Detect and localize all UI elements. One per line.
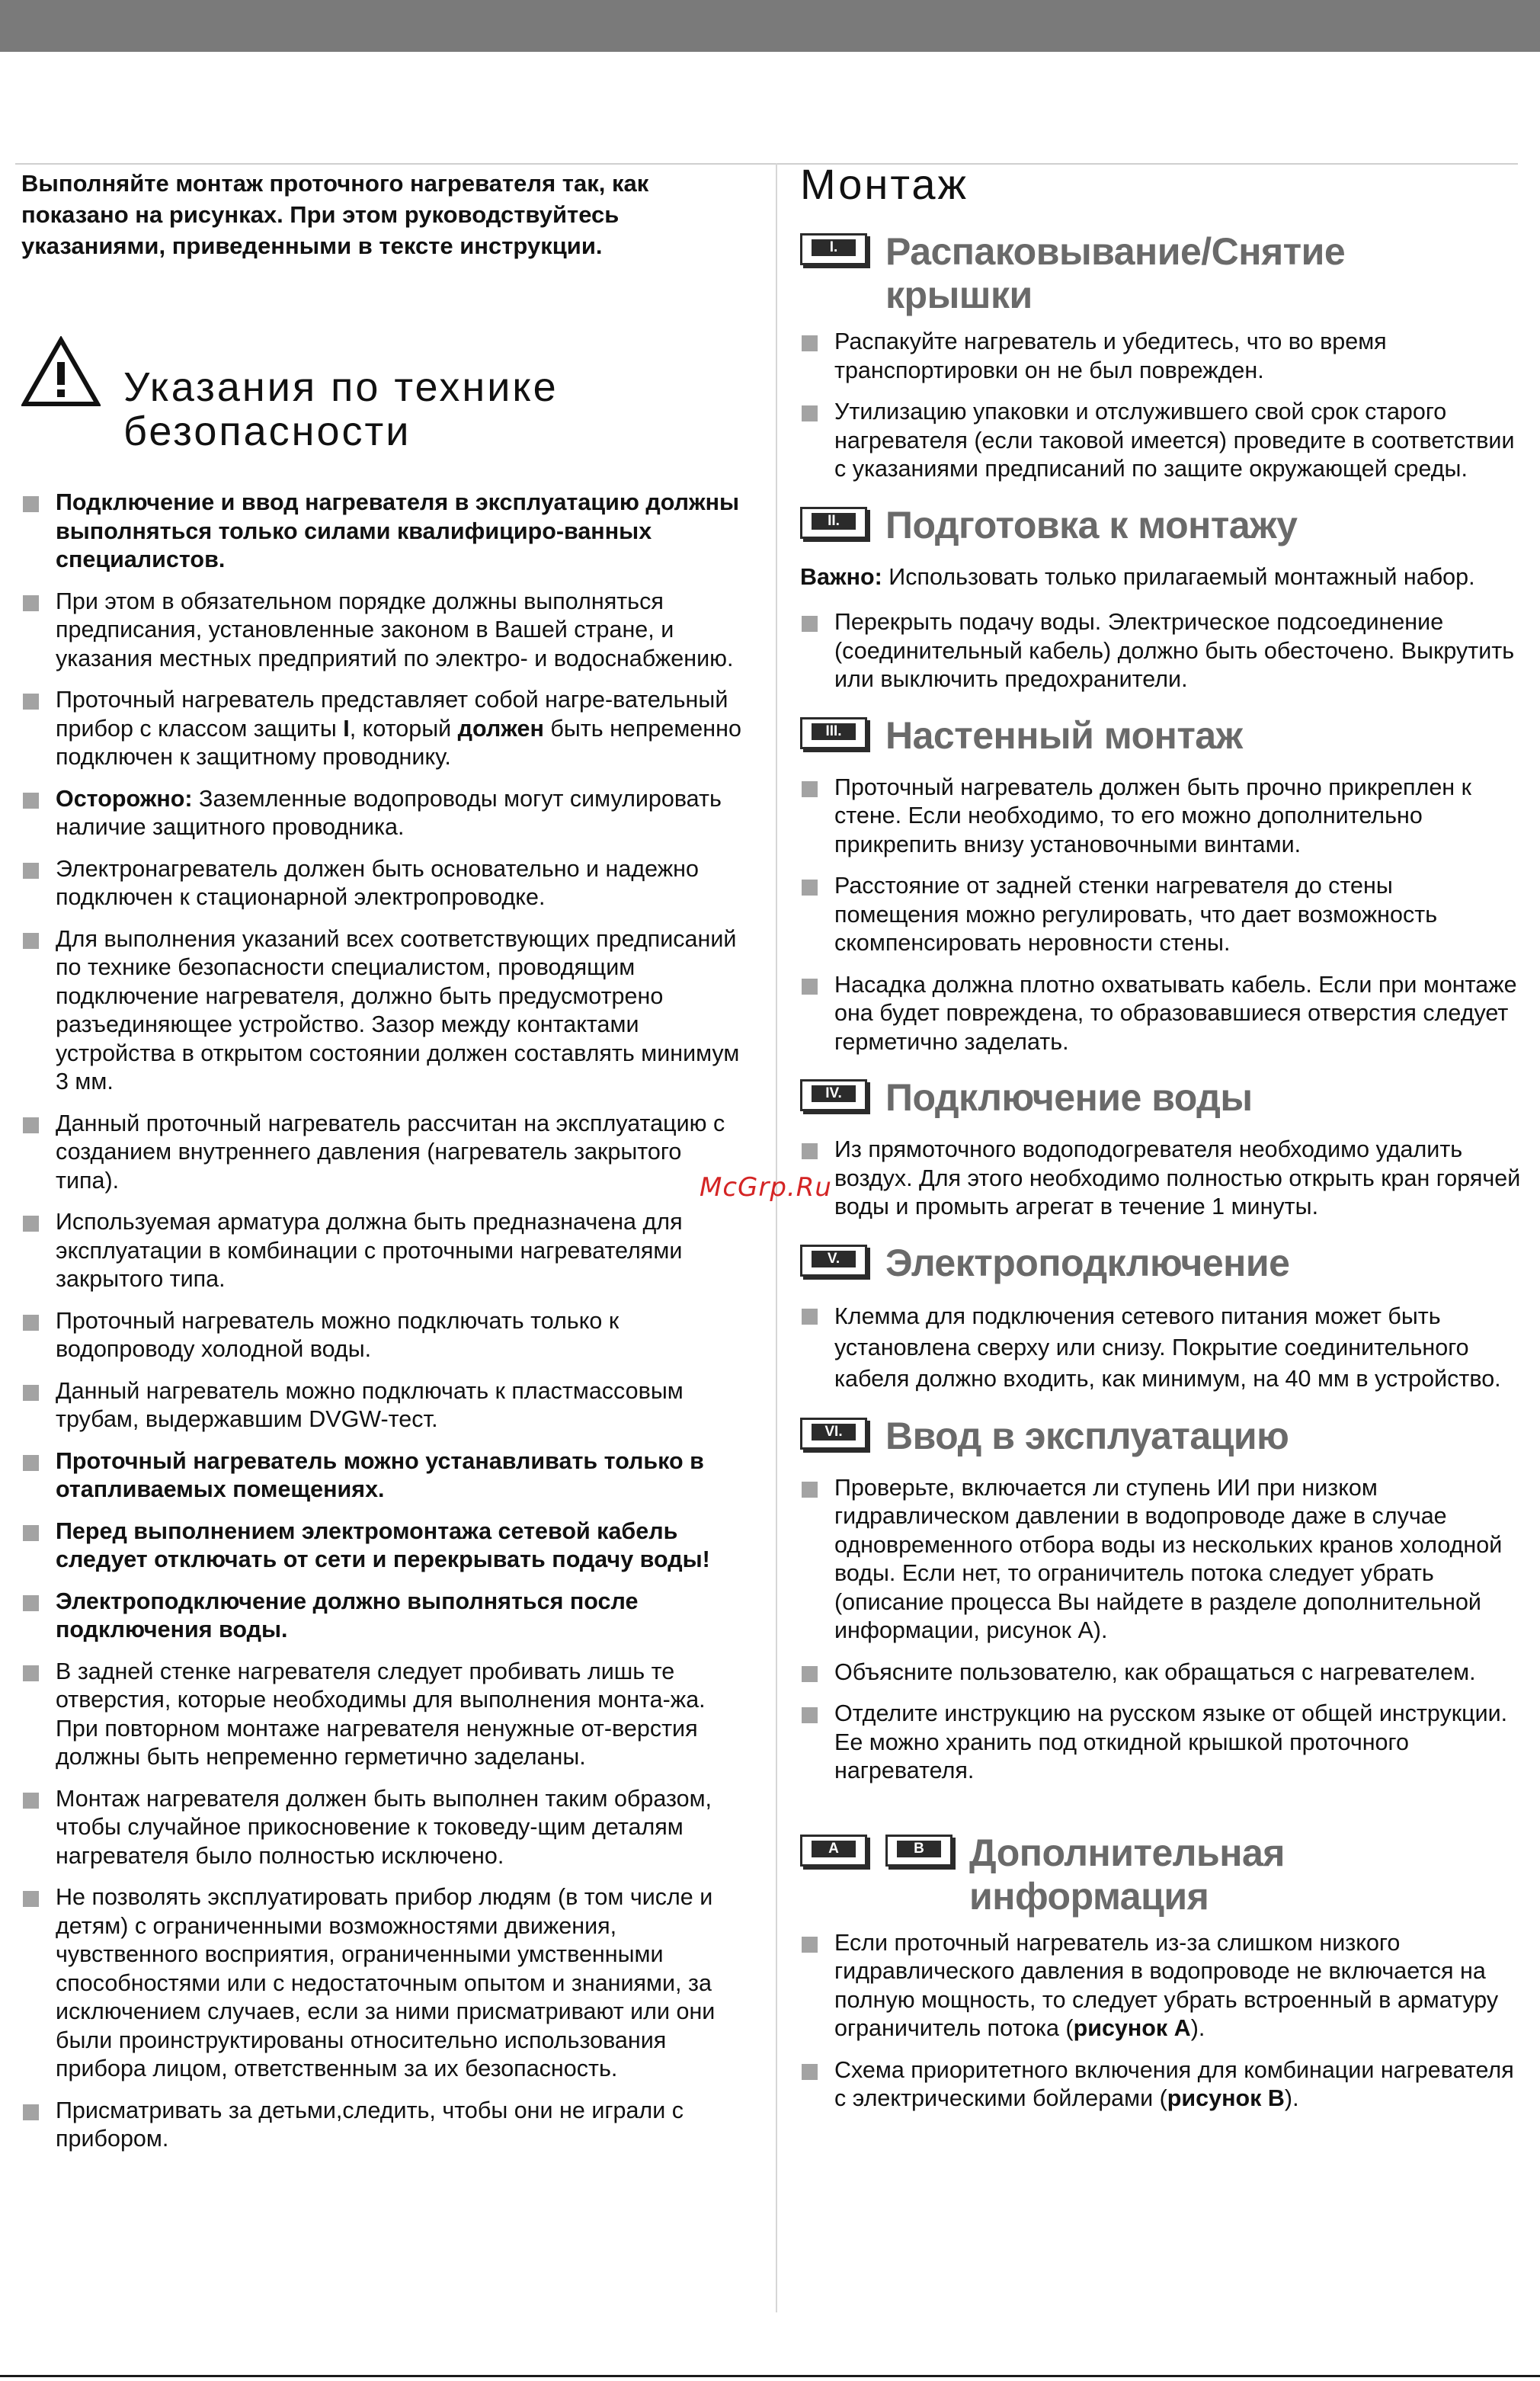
section-title: Ввод в эксплуатацию xyxy=(885,1414,1289,1457)
badge-label: B xyxy=(897,1841,941,1857)
section-list xyxy=(800,608,1522,694)
bold-text: Электроподключение должно выполняться после подключения воды. xyxy=(56,1588,639,1642)
list-item xyxy=(21,1785,744,1871)
section-body xyxy=(800,328,1522,484)
title-line: информация xyxy=(969,1874,1209,1918)
list-item: Объясните пользователю, как обращаться с нагревателем. xyxy=(800,1658,1522,1687)
title-line: крышки xyxy=(885,274,1033,316)
section-title: Электроподключение xyxy=(885,1241,1290,1284)
section-badge xyxy=(800,507,867,539)
section-body xyxy=(800,563,1522,694)
section-heading xyxy=(800,1242,1522,1290)
list-item: Клемма для подключения сетевого питания может быть установлена сверху или снизу. Покрытие соединительного кабеля должно входить, как минимум, на 40 мм в устройство. xyxy=(800,1301,1522,1395)
list-item xyxy=(21,1883,744,2084)
section-list xyxy=(800,1474,1522,1786)
safety-title xyxy=(123,365,559,453)
section-list xyxy=(800,1136,1522,1222)
section-heading xyxy=(800,504,1522,553)
list-item xyxy=(21,2097,744,2154)
watermark: McGrp.Ru xyxy=(700,1172,832,1203)
section-title xyxy=(969,1831,1522,1918)
bold-text: должен xyxy=(457,715,544,742)
list-item: Из прямоточного водоподогревателя необходимо удалить воздух. Для этого необходимо полностью открыть кран горячей воды и промыть агрегат в течение 1 минуты. xyxy=(800,1136,1522,1222)
list-item xyxy=(21,1307,744,1364)
note-text: Использовать только прилагаемый монтажный набор. xyxy=(882,563,1475,590)
item-text: ). xyxy=(1190,2015,1205,2041)
list-item xyxy=(21,1110,744,1196)
section-badge xyxy=(885,1835,952,1867)
bold-text: Важно: xyxy=(800,563,882,590)
list-item xyxy=(21,1377,744,1434)
item-text: Для выполнения указаний всех соответствующих предписаний по технике безопасности специалистом, проводящим подключение нагревателя, должно быть предусмотрено разъединяющее устройство. Зазор между контактами устройства в открытом состоянии должен составлять минимум 3 мм. xyxy=(56,925,740,1094)
list-item xyxy=(21,588,744,674)
item-text: Проточный нагреватель можно подключать только к водопроводу холодной воды. xyxy=(56,1307,620,1362)
title-line: Распаковывание/Снятие xyxy=(885,230,1346,273)
bold-text: Подключение и ввод нагревателя в эксплуатацию должны выполняться только силами квалифициро-ванных специалистов. xyxy=(56,489,740,572)
safety-title-line1: Указания по технике xyxy=(123,364,559,410)
item-text: ). xyxy=(1284,2085,1299,2111)
list-item: Утилизацию упаковки и отслужившего свой срок старого нагревателя (если таковой имеется) проведите в соответствии с указаниями предписаний по защите окружающей среды. xyxy=(800,398,1522,484)
item-text: Данный проточный нагреватель рассчитан на эксплуатацию с созданием внутреннего давления (нагреватель закрытого типа). xyxy=(56,1110,725,1194)
section-title: Подключение воды xyxy=(885,1076,1253,1119)
list-item xyxy=(21,686,744,772)
section-badge xyxy=(800,233,867,265)
item-text: Монтаж нагревателя должен быть выполнен таким образом, чтобы случайное прикосновение к токоведу-щим деталям нагревателя было полностью исключено. xyxy=(56,1785,712,1869)
badge-label: VI. xyxy=(812,1424,856,1440)
list-item xyxy=(21,1658,744,1772)
item-text: Заземленные водопроводы могут симулировать наличие защитного проводника. xyxy=(56,785,722,840)
list-item xyxy=(21,925,744,1097)
list-item: Проточный нагреватель должен быть прочно прикреплен к стене. Если необходимо, то его можно дополнительно прикрепить внизу установочными винтами. xyxy=(800,774,1522,860)
section-body xyxy=(800,1301,1522,1395)
safety-title-line2: безопасности xyxy=(123,409,411,454)
item-text: В задней стенке нагревателя следует пробивать лишь те отверстия, которые необходимы для выполнения монта-жа. При повторном монтаже нагревателя ненужные от-верстия должны быть непременно герметично заделаны. xyxy=(56,1658,706,1770)
list-item xyxy=(800,2056,1522,2113)
bold-text: Осторожно: xyxy=(56,785,193,812)
bold-text: Проточный нагреватель можно устанавливать только в отапливаемых помещениях. xyxy=(56,1447,704,1502)
list-item xyxy=(21,1517,744,1575)
list-item xyxy=(21,1588,744,1645)
section-badge xyxy=(800,717,867,749)
item-text: Данный нагреватель можно подключать к пластмассовым трубам, выдержавшим DVGW-тест. xyxy=(56,1377,684,1432)
section-title: Подготовка к монтажу xyxy=(885,503,1298,546)
warning-triangle-icon xyxy=(21,336,101,408)
list-item xyxy=(21,855,744,912)
item-text: , который xyxy=(349,715,458,742)
badge-label: I. xyxy=(812,239,856,256)
section-list xyxy=(800,328,1522,484)
list-item: Проверьте, включается ли ступень ИИ при низком гидравлическом давлении в водопроводе даже в случае одновременного отбора воды из нескольких кранов холодной воды. Если нет, то ограничитель потока следует убрать (описание процесса Вы найдете в разделе дополнительной информации, рисунок А). xyxy=(800,1474,1522,1646)
note xyxy=(800,563,1522,592)
item-text: Схема приоритетного включения для комбинации нагревателя с электрическими бойлерами ( xyxy=(834,2056,1514,2111)
section-list xyxy=(800,1301,1522,1395)
section-badge xyxy=(800,1418,867,1450)
badge-label: III. xyxy=(812,723,856,740)
list-item xyxy=(21,785,744,842)
right-column xyxy=(800,160,1522,2133)
list-item: Отделите инструкцию на русском языке от общей инструкции. Ее можно хранить под откидной крышкой проточного нагревателя. xyxy=(800,1700,1522,1786)
list-item xyxy=(800,1929,1522,2043)
item-text: Используемая арматура должна быть предназначена для эксплуатации в комбинации с проточными нагревателями закрытого типа. xyxy=(56,1209,683,1292)
header-bar xyxy=(0,0,1540,52)
left-column xyxy=(21,168,744,2167)
list-item xyxy=(21,489,744,575)
bold-text: Перед выполнением электромонтажа сетевой кабель следует отключать от сети и перекрывать подачу воды! xyxy=(56,1517,710,1572)
page-title: Монтаж xyxy=(800,160,969,208)
safety-list xyxy=(21,489,744,2154)
item-text: Если проточный нагреватель из-за слишком низкого гидравлического давления в водопроводе не включается на полную мощность, то следует убрать встроенный в арматуру ограничитель потока ( xyxy=(834,1929,1499,2041)
section-body xyxy=(800,774,1522,1057)
item-text: Не позволять эксплуатировать прибор людям (в том числе и детям) с ограниченными возможностями движения, чувственного восприятия, ограниченными умственными способностями или с недостаточным опытом и знаниями, за исключением случаев, если за ними присматривают или они были проинструктированы относительно использования прибора лицом, ответственным за их безопасность. xyxy=(56,1884,716,2081)
section-list xyxy=(800,1929,1522,2113)
section-heading xyxy=(800,230,1522,317)
section-body xyxy=(800,1929,1522,2113)
list-item: Распакуйте нагреватель и убедитесь, что во время транспортировки он не был поврежден. xyxy=(800,328,1522,385)
safety-heading xyxy=(21,336,744,466)
list-item: Перекрыть подачу воды. Электрическое подсоединение (соединительный кабель) должно быть обесточено. Выкрутить или выключить предохранители. xyxy=(800,608,1522,694)
list-item xyxy=(21,1208,744,1294)
section-title xyxy=(885,230,1522,317)
section-heading xyxy=(800,1076,1522,1125)
list-item xyxy=(21,1447,744,1505)
badge-label: A xyxy=(812,1841,856,1857)
badge-label: V. xyxy=(812,1251,856,1267)
item-text: Электронагреватель должен быть основательно и надежно подключен к стационарной электропроводке. xyxy=(56,855,699,910)
bold-text: рисунок А xyxy=(1073,2015,1191,2041)
footer-line xyxy=(0,2375,1540,2377)
section-list xyxy=(800,774,1522,1057)
bold-text: I xyxy=(343,715,350,742)
list-item: Расстояние от задней стенки нагревателя до стены помещения можно регулировать, что дает возможность скомпенсировать неровности стены. xyxy=(800,872,1522,958)
section-title: Настенный монтаж xyxy=(885,713,1243,757)
item-text: быть непременно подключен к защитному проводнику. xyxy=(56,715,741,770)
bold-text: рисунок В xyxy=(1167,2085,1285,2111)
column-divider xyxy=(776,163,777,2312)
title-line: Дополнительная xyxy=(969,1831,1285,1874)
item-text: Проточный нагреватель представляет собой нагре-вательный прибор с классом защиты xyxy=(56,687,728,742)
item-text: Присматривать за детьми,следить, чтобы они не играли с прибором. xyxy=(56,2097,684,2152)
item-text: При этом в обязательном порядке должны выполняться предписания, установленные законом в Вашей стране, и указания местных предприятий по электро- и водоснабжению. xyxy=(56,588,734,671)
section-badge xyxy=(800,1079,867,1111)
section-body xyxy=(800,1474,1522,1786)
intro-text: Выполняйте монтаж проточного нагревателя так, как показано на рисунках. При этом руководствуйтесь указаниями, приведенными в тексте инструкции. xyxy=(21,170,649,259)
badge-label: II. xyxy=(812,513,856,530)
section-body xyxy=(800,1136,1522,1222)
section-badge xyxy=(800,1835,867,1867)
section-heading xyxy=(800,1415,1522,1463)
section-badge xyxy=(800,1245,867,1277)
list-item: Насадка должна плотно охватывать кабель. Если при монтаже она будет повреждена, то образовавшиеся отверстия следует герметично заделать. xyxy=(800,971,1522,1057)
section-heading xyxy=(800,714,1522,763)
badge-label: IV. xyxy=(812,1085,856,1102)
section-heading xyxy=(800,1831,1522,1918)
